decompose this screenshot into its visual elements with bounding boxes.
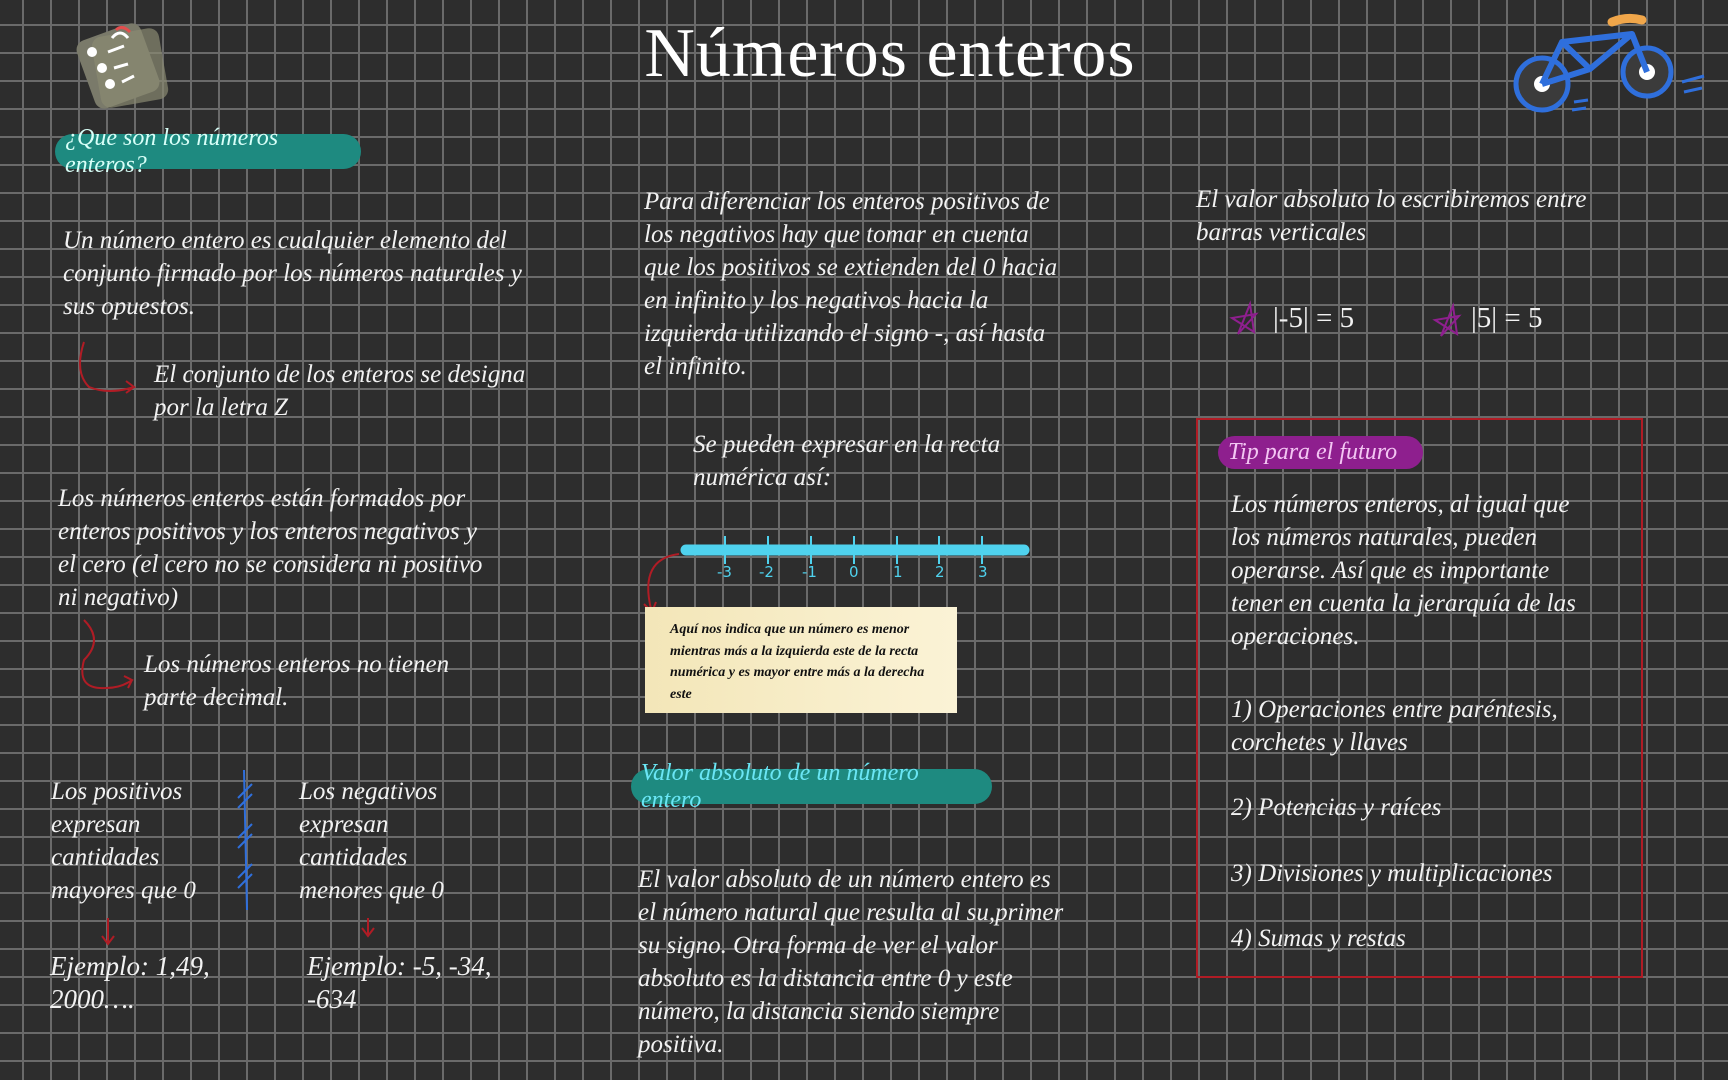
- step-2: 2) Potencias y raíces: [1231, 794, 1442, 821]
- section-badge-absolute-value: Valor absoluto de un número entero: [631, 769, 992, 804]
- tick-label: 1: [893, 563, 903, 581]
- no-decimal-text: Los números enteros no tienen parte decimal.: [144, 651, 450, 711]
- tip-text: Los números enteros, al igual que los números naturales, pueden operarse. Así que es importante tener en cuenta la jerarquía de las operaciones.: [1231, 491, 1576, 650]
- curved-arrow-icon: [74, 340, 144, 400]
- step-3: 3) Divisiones y multiplicaciones: [1231, 860, 1553, 887]
- set-z-text: El conjunto de los enteros se designa por la letra Z: [154, 361, 526, 421]
- composition-text: Los números enteros están formados por enteros positivos y los enteros negativos y el cero (el cero no se considera ni positivo ni negativo): [58, 485, 483, 611]
- definition-text: Un número entero es cualquier elemento del conjunto firmado por los números naturales y sus opuestos.: [63, 227, 522, 320]
- number-line-intro: Se pueden expresar en la recta numérica así:: [693, 431, 1001, 491]
- step-4: 4) Sumas y restas: [1231, 925, 1406, 952]
- absolute-notation-text: El valor absoluto lo escribiremos entre barras verticales: [1196, 186, 1587, 246]
- positive-example: Ejemplo: 1,49, 2000….: [50, 951, 210, 1014]
- tick-label: 0: [849, 563, 859, 581]
- tick-label: 2: [935, 563, 945, 581]
- page-title: Números enteros: [644, 15, 1136, 92]
- tick-label: -1: [802, 563, 817, 581]
- formula-positive: |5| = 5: [1471, 302, 1543, 334]
- bicycle-icon: [1512, 14, 1712, 124]
- absolute-value-definition: El valor absoluto de un número entero es el número natural que resulta al su,primer su signo. Otra forma de ver el valor absoluto es la distancia entre 0 y este número, la distancia siendo siempre positiva.: [638, 866, 1064, 1058]
- section-badge-what-are: ¿Que son los números enteros?: [55, 134, 361, 169]
- tick-label: -2: [759, 563, 774, 581]
- step-1: 1) Operaciones entre paréntesis, corchetes y llaves: [1231, 696, 1558, 756]
- positives-text: Los positivos expresan cantidades mayores que 0: [51, 778, 196, 904]
- down-arrow-icon: [100, 918, 116, 948]
- checklist-icon: [72, 20, 182, 110]
- sticky-note: Aquí nos indica que un número es menor mientras más a la izquierda este de la recta numérica y es mayor entre más a la derecha este: [645, 607, 957, 713]
- star-icon: [1433, 304, 1463, 338]
- tick-label: 3: [978, 563, 988, 581]
- negative-example: Ejemplo: -5, -34, -634: [307, 951, 492, 1014]
- negatives-text: Los negativos expresan cantidades menores que 0: [299, 778, 444, 904]
- sign-explanation-text: Para diferenciar los enteros positivos de los negativos hay que tomar en cuenta que los positivos se extienden del 0 hacia en infinito y los negativos hacia la izquierda utilizando el signo -, así hasta el infinito.: [644, 188, 1058, 380]
- star-icon: [1230, 302, 1260, 336]
- curved-arrow-icon: [72, 618, 142, 698]
- divider-doodle: [234, 768, 264, 918]
- tick-label: -3: [717, 563, 732, 581]
- tip-badge: Tip para el futuro: [1218, 436, 1423, 469]
- formula-negative: |-5| = 5: [1273, 302, 1355, 334]
- down-arrow-icon: [360, 918, 376, 940]
